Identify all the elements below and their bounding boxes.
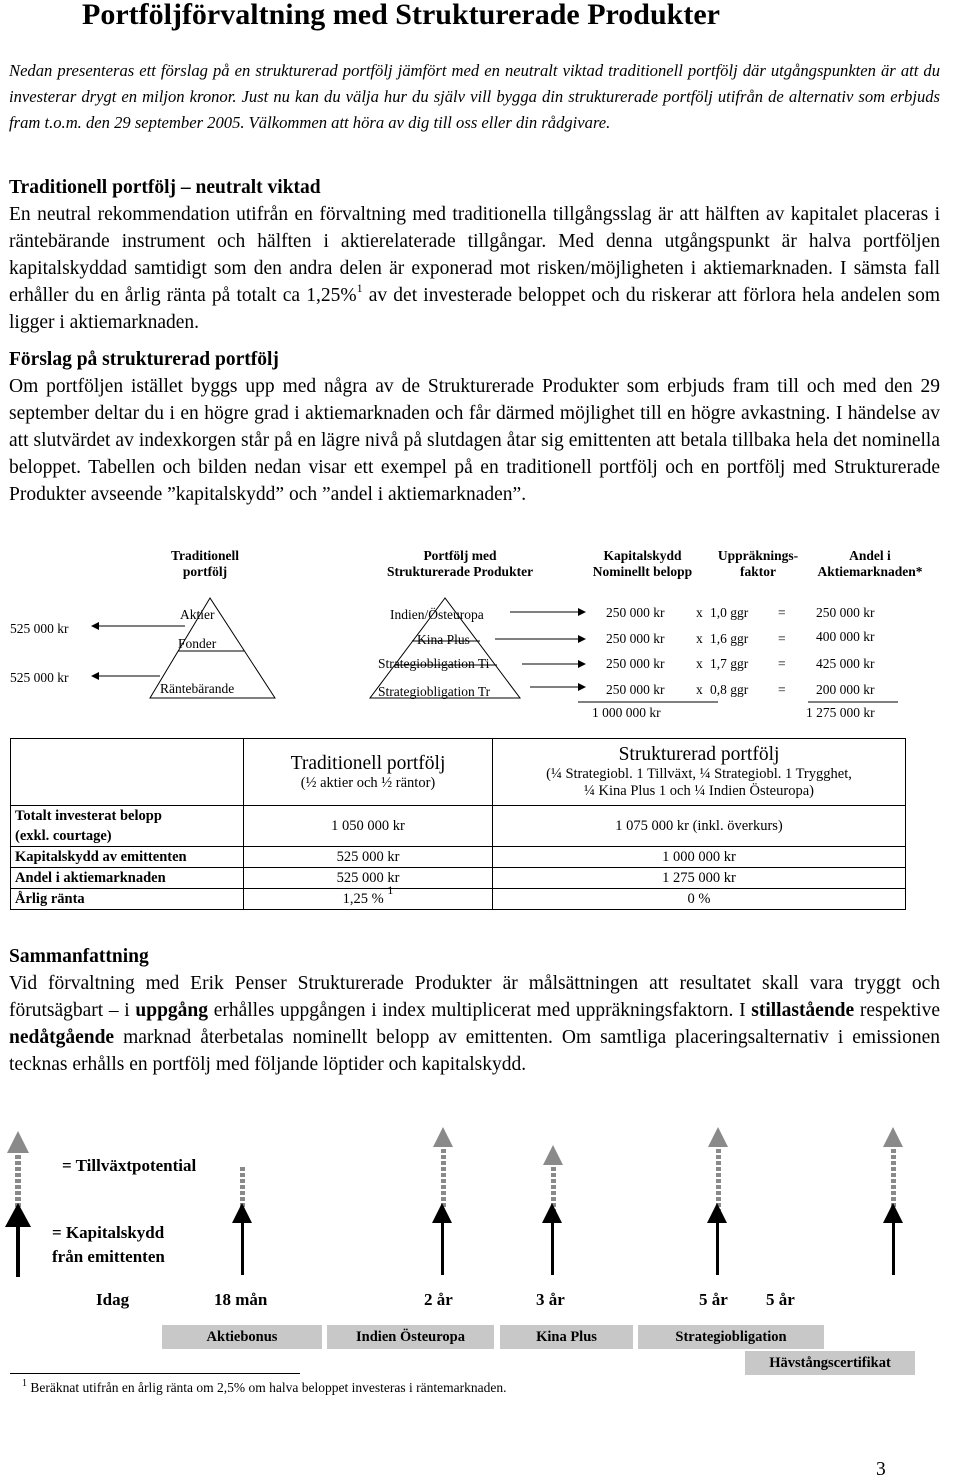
section-heading: Traditionell portfölj – neutralt viktad: [9, 177, 321, 198]
timeline-label: 2 år: [424, 1290, 453, 1309]
legend-growth: = Tillväxtpotential: [62, 1156, 197, 1175]
timeline-label: 18 mån: [214, 1290, 268, 1309]
layer-struct-4: Strategiobligation Tr: [378, 684, 491, 699]
col-traditional-title: Traditionell portfölj: [290, 752, 446, 774]
arrow-5ar-icon: [707, 1127, 728, 1275]
section-traditional: [9, 174, 940, 336]
table-row: Totalt investerat belopp (exkl. courtage) 1 050 000 kr 1 075 000 kr (inkl. överkurs): [11, 806, 906, 847]
header-traditional: Traditionell portfölj: [170, 548, 239, 579]
page-title: Portföljförvaltning med Strukturerade Produkter: [82, 0, 720, 31]
arrow-5ar-2-icon: [883, 1127, 903, 1275]
total-capital: 1 000 000 kr: [592, 705, 661, 720]
footnote-rule: [10, 1373, 300, 1374]
comparison-table: [10, 738, 906, 910]
legend-arrow-icon: [5, 1131, 31, 1277]
section-body: En neutral rekommendation utifrån en förvaltning med traditionella tillgångsslag är att hälften av kapitalet placeras i räntebärande instrument och hälften i aktierelaterade tillgångar. Med denna utgångspunkt är halva portföljen kapitalskyddad samtidigt som den andra delen är exponerad mot risken/möjligheten i aktiemarknaden. I sämsta fall erhåller du en årlig ränta på totalt ca 1,25%$^1$ av det investerade beloppet och du riskerar att förlora hela andelen som ligger i aktiemarknaden.: [9, 204, 940, 333]
product-box: Hävstångscertifikat: [745, 1351, 915, 1375]
product-box: Indien Östeuropa: [327, 1325, 494, 1349]
left-amount-equity: 525 000 kr: [10, 621, 69, 636]
table-row: Andel i aktiemarknaden 525 000 kr 1 275 000 kr: [11, 868, 906, 889]
intro-text: Nedan presenteras ett förslag på en strukturerad portfölj jämfört med en neutralt viktad traditionell portfölj där utgångspunkten är att du investerar drygt en miljon kronor. Just nu kan du välja hur du själv vill bygga din strukturerade portfölj utifrån de alternativ som erbjuds fram t.o.m. den 29 september 2005. Välkommen att höra av dig till oss eller din rådgivare.: [9, 61, 940, 132]
arrow-3ar-icon: [542, 1145, 563, 1275]
layer-struct-3: Strategiobligation Ti: [378, 656, 490, 671]
total-share: 1 275 000 kr: [806, 705, 875, 720]
section-structured: [9, 346, 940, 508]
arrow-18man-icon: [232, 1165, 252, 1275]
timeline-label: 5 år: [699, 1290, 728, 1309]
product-box: Aktiebonus: [162, 1325, 322, 1349]
page-number: 3: [876, 1459, 886, 1480]
header-capital: Kapitalskydd Nominellt belopp: [592, 548, 693, 579]
section-body: Om portföljen istället byggs upp med några av de Strukturerade Produkter som erbjuds fram till och med den 29 september deltar du i en högre grad i aktiemarknaden och får därmed möjlighet till en högre avkastning. I händelse av att slutvärdet av indexkorgen står på en lägre nivå på slutdagen åtar sig emittenten att betala tillbaka hela det nominella beloppet. Tabellen och bilden nedan visar ett exempel på en traditionell portfölj och en portfölj med Strukturerade Produkter avseende ”kapitalskydd” och ”andel i aktiemarknaden”.: [9, 376, 940, 505]
layer-struct-1: Indien/Östeuropa: [390, 607, 484, 622]
product-box: Kina Plus: [500, 1325, 633, 1349]
section-summary: [9, 943, 940, 1078]
legend-protection: = Kapitalskydd från emittenten: [52, 1223, 165, 1266]
left-amount-fixed-income: 525 000 kr: [10, 670, 69, 685]
section-body: Vid förvaltning med Erik Penser Strukturerade Produkter är målsättningen att resultatet skall vara tryggt och förutsägbart – i uppgång erhålles uppgången i index multiplicerat med uppräkningsfaktorn. I stillastående respektive nedåtgående marknad återbetalas nominellt belopp av emittenten. Om samtliga placeringsalternativ i emissionen tecknas erhålls en portfölj med följande löptider och kapitalskydd.: [9, 973, 940, 1075]
timeline-label: Idag: [96, 1290, 130, 1309]
header-share: Andel i Aktiemarknaden*: [817, 548, 923, 579]
col-traditional-sub: (½ aktier och ½ räntor): [300, 774, 436, 791]
table-row: Årlig ränta 1,25 % $^1$ 0 %: [11, 889, 906, 910]
layer-rantebarande: Räntebärande: [160, 681, 235, 696]
footnote: $^1$ Beräknat utifrån en årlig ränta om 2,5% om halva beloppet investeras i räntemarknaden.: [22, 1378, 507, 1395]
layer-struct-2: Kina Plus: [417, 632, 470, 647]
header-structured: Portfölj med Strukturerade Produkter: [386, 548, 534, 579]
timeline-label: 3 år: [536, 1290, 565, 1309]
arrow-2ar-icon: [432, 1127, 453, 1275]
timeline-label: 5 år: [766, 1290, 795, 1309]
table-row: Kapitalskydd av emittenten 525 000 kr 1 000 000 kr: [11, 847, 906, 868]
layer-aktier: Aktier: [180, 607, 215, 622]
table-header-row: Traditionell portfölj (½ aktier och ½ räntor) Strukturerad portfölj (¼ Strategiobl. 1 Tillväxt, ¼ Strategiobl. 1 Trygghet, ¼ Kina Plus 1 och ¼ Indien Östeuropa): [11, 739, 906, 806]
layer-fonder: Fonder: [178, 636, 217, 651]
col-structured-title: Strukturerad portfölj: [618, 744, 780, 765]
col-structured-sub: (¼ Strategiobl. 1 Tillväxt, ¼ Strategiobl. 1 Trygghet,: [546, 766, 852, 782]
product-box: Strategiobligation: [638, 1325, 824, 1349]
section-heading: Sammanfattning: [9, 946, 149, 967]
section-heading: Förslag på strukturerad portfölj: [9, 349, 279, 370]
header-factor: Uppräknings- faktor: [717, 548, 799, 579]
